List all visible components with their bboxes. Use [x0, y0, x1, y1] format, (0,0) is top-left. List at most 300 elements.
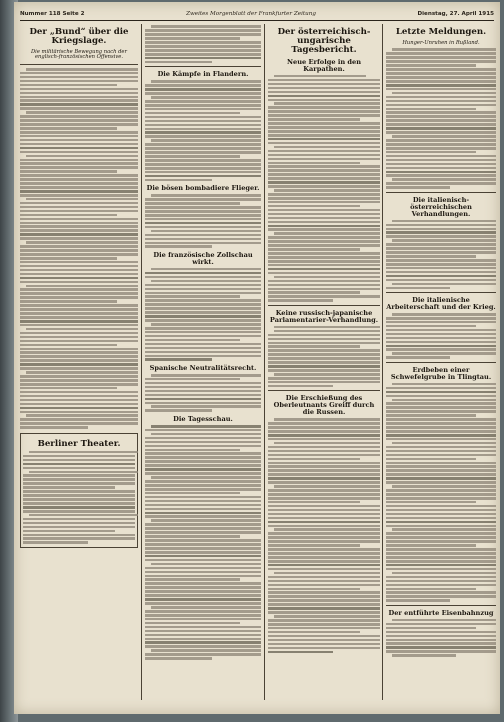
text-line [386, 123, 496, 126]
text-line [268, 342, 380, 345]
text-line [274, 330, 380, 333]
text-line [392, 572, 496, 575]
text-line [386, 228, 496, 231]
text-line [386, 171, 496, 174]
text-line [145, 292, 261, 295]
text-line [20, 387, 117, 390]
text-line [145, 234, 261, 237]
text-line [268, 599, 380, 602]
text-line [145, 92, 261, 95]
text-line [145, 472, 261, 475]
text-line [392, 442, 496, 445]
text-line [29, 514, 138, 517]
text-line [386, 72, 496, 75]
text-line [20, 269, 138, 272]
text-line [386, 584, 496, 587]
text-line [268, 264, 380, 267]
text-line [20, 237, 138, 240]
text-line [274, 615, 380, 618]
text-line [20, 225, 138, 228]
text-line [145, 49, 261, 52]
text-line [20, 245, 138, 248]
text-line [386, 60, 496, 63]
text-line [386, 329, 496, 332]
text-line [268, 221, 380, 224]
text-line [20, 308, 138, 311]
text-line [145, 358, 212, 361]
text-line [386, 84, 496, 87]
article-body [145, 194, 261, 248]
text-line [145, 445, 261, 448]
text-line [23, 478, 135, 481]
text-line [386, 186, 450, 189]
text-line [386, 348, 496, 351]
newspaper-page [14, 2, 500, 714]
text-line [386, 235, 496, 238]
text-line [145, 602, 261, 605]
text-line [20, 312, 138, 315]
text-line [145, 242, 261, 245]
text-line [145, 618, 261, 621]
text-line [392, 178, 496, 181]
text-line [386, 509, 496, 512]
text-line [386, 580, 496, 583]
text-line [386, 387, 496, 390]
text-line [23, 526, 135, 529]
text-line [268, 244, 380, 247]
text-line [145, 464, 261, 467]
text-line [26, 285, 138, 288]
text-line [20, 355, 138, 358]
text-line [145, 382, 261, 385]
headline: Der entführte Eisenbahnzug [388, 608, 494, 617]
text-line [268, 334, 380, 337]
text-line [145, 488, 261, 491]
text-line [268, 438, 380, 441]
text-line [20, 80, 138, 83]
text-line [20, 84, 117, 87]
text-line [151, 649, 261, 652]
text-line [20, 119, 138, 122]
text-line [268, 114, 380, 117]
text-line [386, 104, 496, 107]
text-line [20, 292, 138, 295]
text-line [20, 103, 138, 106]
text-line [145, 299, 261, 302]
text-line [145, 171, 261, 174]
text-line [274, 232, 380, 235]
text-line [145, 402, 261, 405]
text-line [268, 552, 380, 555]
text-line [386, 333, 496, 336]
headline: Erdbeben einer Schwefelgrube in Tlingtau. [390, 365, 492, 381]
text-line [145, 610, 261, 613]
text-line [268, 536, 380, 539]
text-line [386, 627, 476, 630]
text-line [20, 340, 138, 343]
text-line [20, 162, 138, 165]
text-line [268, 138, 380, 141]
text-line [392, 283, 496, 286]
text-line [20, 422, 138, 425]
text-line [145, 100, 261, 103]
text-line [268, 631, 360, 634]
text-line [392, 399, 496, 402]
text-line [386, 341, 496, 344]
text-line [20, 206, 138, 209]
text-line [145, 594, 261, 597]
article-body [145, 268, 261, 361]
page-header [20, 8, 494, 21]
text-line [274, 373, 380, 376]
text-line [392, 352, 496, 355]
text-line [268, 295, 380, 298]
text-line [268, 79, 380, 82]
text-line [386, 635, 496, 638]
text-line [386, 111, 496, 114]
text-line [268, 473, 380, 476]
text-line [23, 506, 135, 509]
text-line [145, 245, 212, 248]
text-line [145, 295, 240, 298]
column-3 [268, 24, 380, 700]
text-line [386, 108, 476, 111]
text-line [20, 92, 138, 95]
text-line [268, 87, 380, 90]
text-line [20, 96, 138, 99]
text-line [145, 135, 261, 138]
text-line [268, 450, 380, 453]
text-line [386, 544, 476, 547]
text-line [145, 437, 261, 440]
text-line [386, 639, 496, 642]
text-line [145, 331, 261, 334]
text-line [20, 399, 138, 402]
text-line [268, 639, 380, 642]
text-line [386, 139, 496, 142]
text-line [268, 260, 380, 263]
text-line [145, 500, 261, 503]
text-line [151, 230, 261, 233]
article-body [386, 48, 496, 188]
text-line [20, 288, 138, 291]
text-line [20, 143, 138, 146]
text-line [386, 259, 496, 262]
text-line [386, 434, 496, 437]
text-line [145, 222, 261, 225]
text-line [268, 345, 360, 348]
text-line [386, 477, 496, 480]
text-line [151, 323, 261, 326]
text-line [386, 595, 496, 598]
text-line [20, 320, 138, 323]
text-line [268, 544, 360, 547]
text-line [20, 107, 138, 110]
text-line [145, 429, 261, 432]
text-line [386, 576, 496, 579]
text-line [23, 537, 135, 540]
text-line [268, 353, 380, 356]
text-line [268, 584, 380, 587]
text-line [145, 496, 261, 499]
text-line [268, 201, 380, 204]
text-line [145, 53, 261, 56]
text-line [145, 398, 261, 401]
text-line [145, 460, 261, 463]
text-line [20, 336, 138, 339]
text-line [145, 272, 261, 275]
text-line [145, 614, 261, 617]
text-line [145, 449, 240, 452]
text-line [145, 578, 240, 581]
text-line [268, 217, 380, 220]
text-line [23, 486, 115, 489]
text-line [268, 357, 380, 360]
text-line [386, 446, 496, 449]
text-line [268, 434, 380, 437]
text-line [386, 151, 476, 154]
text-line [145, 206, 261, 209]
text-line [151, 194, 261, 197]
text-line [268, 576, 380, 579]
text-line [26, 155, 138, 158]
text-line [20, 76, 138, 79]
text-line [268, 181, 380, 184]
text-line [386, 115, 496, 118]
text-line [145, 441, 261, 444]
text-line [268, 532, 380, 535]
text-line [145, 202, 240, 205]
text-line [23, 463, 135, 466]
text-line [268, 173, 380, 176]
text-line [392, 654, 456, 657]
headline: Letzte Meldungen. [395, 27, 487, 37]
text-line [20, 135, 138, 138]
text-line [268, 288, 380, 291]
text-line [20, 304, 138, 307]
text-line [23, 530, 115, 533]
text-line [145, 630, 261, 633]
text-line [20, 261, 138, 264]
text-line [145, 535, 240, 538]
text-line [26, 328, 138, 331]
theater-box [20, 433, 138, 549]
text-line [145, 452, 261, 455]
text-line [151, 139, 261, 142]
text-line [20, 123, 138, 126]
text-line [145, 531, 261, 534]
text-line [20, 332, 138, 335]
text-line [20, 249, 138, 252]
text-line [20, 277, 138, 280]
text-line [268, 611, 380, 614]
text-line [145, 645, 261, 648]
text-line [145, 468, 261, 471]
text-line [268, 568, 380, 571]
text-line [268, 462, 380, 465]
text-line [386, 426, 496, 429]
text-line [386, 279, 496, 282]
article-body [145, 374, 261, 412]
text-line [20, 300, 117, 303]
text-line [145, 638, 261, 641]
text-line [268, 422, 380, 425]
text-line [268, 361, 380, 364]
text-line [20, 407, 138, 410]
text-line [268, 150, 380, 153]
text-line [386, 325, 476, 328]
headline: Die Kämpfe in Flandern. [157, 70, 249, 79]
text-line [20, 202, 138, 205]
text-line [151, 563, 261, 566]
text-line [20, 139, 138, 142]
subheadline: Hunger-Unruhen in Rußland. [402, 40, 480, 47]
text-line [145, 523, 261, 526]
text-line [386, 473, 496, 476]
text-line [386, 501, 476, 504]
text-line [386, 556, 496, 559]
headline: Die Erschießung des Oberleutnants Greiff durch die Russen. [273, 394, 375, 417]
text-line [268, 193, 380, 196]
text-line [268, 158, 380, 161]
text-line [386, 406, 496, 409]
text-line [20, 253, 138, 256]
text-line [20, 348, 138, 351]
text-line [145, 351, 261, 354]
text-line [145, 104, 261, 107]
text-line [145, 128, 261, 131]
headline: Die italienische Arbeiterschaft und der Krieg. [386, 296, 496, 312]
text-line [274, 276, 380, 279]
text-line [145, 551, 261, 554]
text-line [145, 45, 261, 48]
text-line [268, 169, 380, 172]
text-line [145, 311, 261, 314]
text-line [386, 418, 496, 421]
text-line [145, 175, 261, 178]
headline: Spanische Neutralitätsrecht. [149, 364, 257, 373]
text-line [386, 100, 496, 103]
text-line [145, 543, 261, 546]
text-line [145, 409, 212, 412]
text-line [268, 185, 380, 188]
text-line [145, 218, 261, 221]
text-line [386, 588, 476, 591]
text-line [20, 229, 138, 232]
text-line [20, 324, 138, 327]
text-line [23, 474, 135, 477]
text-line [145, 386, 261, 389]
text-line [386, 263, 496, 266]
text-line [386, 513, 496, 516]
text-line [274, 572, 380, 575]
text-line [20, 426, 88, 429]
text-line [268, 177, 380, 180]
text-line [386, 525, 496, 528]
text-line [20, 344, 117, 347]
text-line [20, 265, 138, 268]
text-line [386, 497, 496, 500]
text-line [386, 410, 496, 413]
text-line [20, 214, 117, 217]
text-line [151, 433, 261, 436]
text-line [268, 83, 380, 86]
text-line [386, 631, 496, 634]
text-line [145, 143, 261, 146]
text-line [145, 37, 240, 40]
text-line [386, 174, 496, 177]
column-rule [141, 24, 142, 700]
text-line [268, 643, 380, 646]
text-line [151, 268, 261, 271]
text-line [268, 291, 360, 294]
text-line [20, 210, 138, 213]
text-line [145, 571, 261, 574]
text-line [268, 365, 380, 368]
text-line [268, 513, 380, 516]
text-line [145, 84, 261, 87]
text-line [386, 287, 450, 290]
text-line [145, 151, 261, 154]
text-line [392, 220, 496, 223]
text-line [268, 338, 380, 341]
text-line [145, 163, 261, 166]
text-line [145, 355, 261, 358]
text-line [20, 72, 138, 75]
text-line [268, 481, 380, 484]
text-line [23, 467, 135, 470]
text-line [268, 225, 380, 228]
text-line [386, 337, 496, 340]
text-line [145, 155, 240, 158]
text-line [145, 598, 261, 601]
text-line [268, 106, 380, 109]
text-line [386, 650, 496, 653]
headline: Der österreichisch-ungarische Tagesbericht. [277, 27, 371, 56]
text-line [20, 391, 138, 394]
text-line [145, 347, 261, 350]
text-line [145, 124, 261, 127]
text-line [386, 469, 496, 472]
text-line [268, 197, 380, 200]
text-line [145, 335, 261, 338]
text-line [386, 251, 496, 254]
text-line [145, 547, 261, 550]
text-line [268, 381, 380, 384]
text-line [386, 163, 496, 166]
text-line [151, 519, 261, 522]
text-line [145, 622, 240, 625]
issue-date: Dienstag, 27. April 1915 [417, 11, 494, 17]
text-line [268, 489, 380, 492]
text-line [268, 268, 380, 271]
text-line [386, 76, 496, 79]
text-line [392, 383, 496, 386]
text-line [268, 213, 380, 216]
text-line [386, 231, 496, 234]
text-line [20, 159, 138, 162]
text-line [386, 56, 496, 59]
text-line [268, 607, 380, 610]
text-line [392, 619, 496, 622]
text-line [145, 480, 261, 483]
text-line [145, 559, 261, 562]
text-line [268, 430, 380, 433]
text-line [268, 627, 380, 630]
article-body [268, 326, 380, 388]
text-line [20, 273, 138, 276]
text-line [145, 198, 261, 201]
